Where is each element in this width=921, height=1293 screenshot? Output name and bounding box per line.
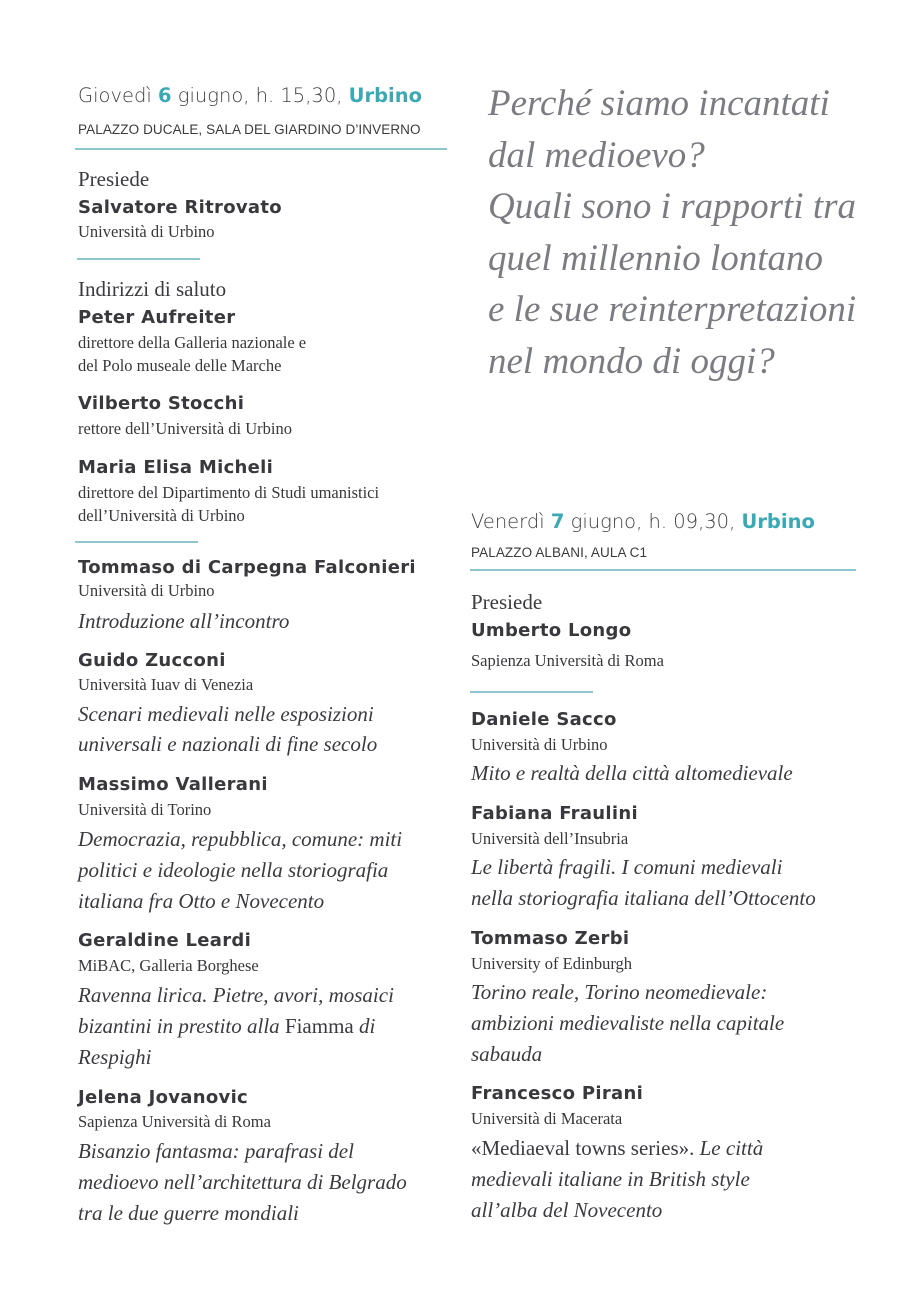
short-separator xyxy=(470,691,593,693)
greeting-affiliation: dell’Università di Urbino xyxy=(78,506,245,525)
talk-title-part: bizantini in prestito alla xyxy=(78,1014,285,1038)
talk-title-part: Le città xyxy=(694,1136,764,1160)
speaker-affiliation: Università Iuav di Venezia xyxy=(78,675,254,694)
day2-header xyxy=(471,510,815,533)
talk-title: politici e ideologie nella storiografia xyxy=(78,858,389,882)
talk-title: italiana fra Otto e Novecento xyxy=(78,889,325,913)
speaker-name: Geraldine Leardi xyxy=(78,930,252,951)
quote xyxy=(488,78,856,387)
quote-line: Quali sono i rapporti tra xyxy=(488,186,856,227)
day2-city: Urbino xyxy=(741,510,815,533)
talk-title xyxy=(78,1011,375,1041)
speaker-name: Guido Zucconi xyxy=(78,650,226,671)
talk-title: universali e nazionali di fine secolo xyxy=(78,732,378,756)
talk-title: Scenari medievali nelle esposizioni xyxy=(78,702,374,726)
greetings-label: Indirizzi di saluto xyxy=(78,277,227,301)
day1-day-number: 6 xyxy=(158,84,172,107)
greeting-affiliation: rettore dell’Università di Urbino xyxy=(78,419,292,438)
talk-title: medioevo nell’architettura di Belgrado xyxy=(78,1170,407,1194)
day2-separator xyxy=(470,569,856,571)
speaker-affiliation: Università di Urbino xyxy=(471,735,608,754)
talk-title: Bisanzio fantasma: parafrasi del xyxy=(78,1139,354,1163)
speaker-name: Francesco Pirani xyxy=(471,1083,644,1104)
speaker-affiliation: Università di Torino xyxy=(78,800,212,819)
speaker-name: Massimo Vallerani xyxy=(78,774,268,795)
talk-title-upright: Fiamma xyxy=(284,1014,354,1038)
day2-chair-name: Umberto Longo xyxy=(471,620,632,641)
quote-line: dal medioevo? xyxy=(488,134,705,176)
day2-time: giugno, h. 09,30, xyxy=(564,510,742,533)
short-separator xyxy=(75,541,198,543)
speaker-affiliation: Sapienza Università di Roma xyxy=(78,1112,271,1131)
day1-chair-label: Presiede xyxy=(78,167,150,191)
talk-title: Mito e realtà della città altomedievale xyxy=(471,761,793,785)
speaker-affiliation: Università di Macerata xyxy=(471,1109,623,1128)
talk-title: all’alba del Novecento xyxy=(471,1198,663,1222)
greeting-affiliation: direttore della Galleria nazionale e xyxy=(78,333,307,352)
day1-header xyxy=(78,84,422,107)
speaker-affiliation: MiBAC, Galleria Borghese xyxy=(78,956,259,975)
quote-line: Perché siamo incantati xyxy=(488,83,830,124)
day1-venue: PALAZZO DUCALE, SALA DEL GIARDINO D’INVERNO xyxy=(78,122,421,137)
speaker-name: Daniele Sacco xyxy=(471,709,617,730)
day2-weekday: Venerdì xyxy=(471,510,551,533)
day1-time: giugno, h. 15,30, xyxy=(171,84,349,107)
talk-title: nella storiografia italiana dell’Ottocento xyxy=(471,886,816,910)
speaker-name: Fabiana Fraulini xyxy=(471,803,638,824)
day2-venue: PALAZZO ALBANI, AULA C1 xyxy=(471,545,648,560)
speaker-affiliation: Università dell’Insubria xyxy=(471,829,629,848)
speaker-affiliation: University of Edinburgh xyxy=(471,954,633,973)
speaker-affiliation: Università di Urbino xyxy=(78,581,215,600)
talk-title: medievali italiane in British style xyxy=(471,1167,750,1191)
talk-title: Respighi xyxy=(78,1045,152,1069)
talk-title: Ravenna lirica. Pietre, avori, mosaici xyxy=(78,983,394,1007)
talk-title: Introduzione all’incontro xyxy=(78,609,290,633)
talk-title: tra le due guerre mondiali xyxy=(78,1201,299,1225)
talk-title-part: di xyxy=(353,1014,376,1038)
day2-day-number: 7 xyxy=(550,510,565,533)
speaker-name: Tommaso di Carpegna Falconieri xyxy=(78,557,416,578)
talk-title: Democrazia, repubblica, comune: miti xyxy=(78,827,403,851)
day2-chair-affiliation: Sapienza Università di Roma xyxy=(471,651,664,670)
talk-title: Torino reale, Torino neomedievale: xyxy=(471,980,768,1004)
short-separator xyxy=(77,258,200,260)
talk-title: Le libertà fragili. I comuni medievali xyxy=(471,855,783,879)
greeting-name: Vilberto Stocchi xyxy=(78,393,245,414)
day1-city: Urbino xyxy=(348,84,422,107)
talk-title xyxy=(471,1133,763,1163)
quote-line: e le sue reinterpretazioni xyxy=(488,289,857,330)
talk-title: ambizioni medievaliste nella capitale xyxy=(471,1011,785,1035)
talk-title: sabauda xyxy=(471,1042,543,1066)
speaker-name: Tommaso Zerbi xyxy=(471,928,630,949)
quote-line: quel millennio lontano xyxy=(488,237,824,279)
greeting-name: Peter Aufreiter xyxy=(78,307,236,328)
quote-line: nel mondo di oggi? xyxy=(488,340,775,382)
day1-chair-name: Salvatore Ritrovato xyxy=(78,197,282,218)
day2-chair-label: Presiede xyxy=(471,590,543,614)
greeting-affiliation: del Polo museale delle Marche xyxy=(78,356,282,375)
day1-weekday: Giovedì xyxy=(78,84,158,107)
day1-chair-affiliation: Università di Urbino xyxy=(78,222,215,241)
day1-separator xyxy=(75,148,447,150)
greeting-affiliation: direttore del Dipartimento di Studi umanistici xyxy=(78,483,380,502)
speaker-name: Jelena Jovanovic xyxy=(78,1087,249,1108)
greeting-name: Maria Elisa Micheli xyxy=(78,457,274,478)
talk-title-upright: «Mediaeval towns series». xyxy=(471,1136,695,1160)
